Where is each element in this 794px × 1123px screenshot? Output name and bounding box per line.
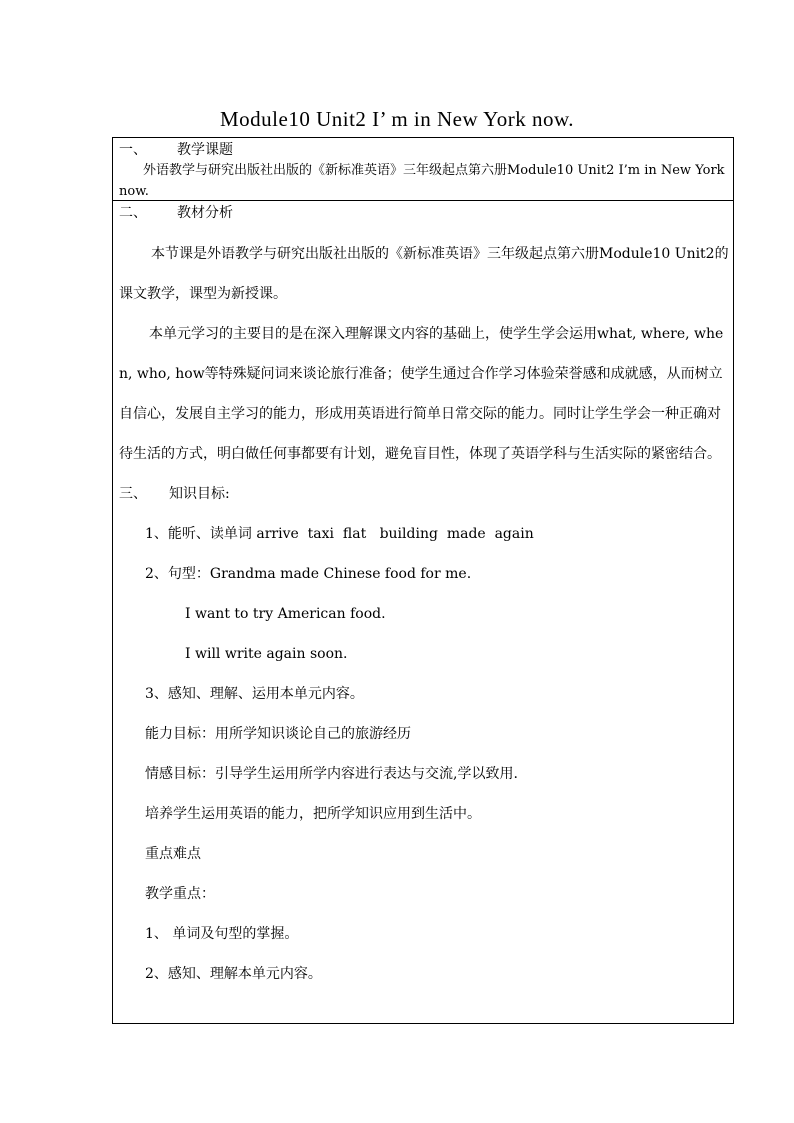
- objective-item-2: 2、句型：Grandma made Chinese food for me.: [145, 566, 472, 582]
- section-heading: 教材分析: [177, 205, 233, 221]
- section-header-analysis: [119, 203, 729, 223]
- objective-item-2-sentence-c: I will write again soon.: [185, 646, 348, 662]
- cultivate-objective: 培养学生运用英语的能力，把所学知识应用到生活中。: [145, 806, 481, 822]
- objective-item-2-sentence-b: I want to try American food.: [185, 606, 386, 622]
- objective-item-3: 3、感知、理解、运用本单元内容。: [145, 686, 364, 702]
- objective-item-1: 1、能听、读单词 arrive taxi flat building made again: [145, 526, 534, 542]
- table-row-topic: [113, 138, 733, 201]
- section-number: 三、: [119, 486, 147, 502]
- analysis-paragraph-2: 本单元学习的主要目的是在深入理解课文内容的基础上，使学生学会运用what, where, when, who, how等特殊疑问词来谈论旅行准备；使学生通过合作学习体验荣誉感和成就感，从而树立自信心，发展自主学习的能力，形成用英语进行简单日常交际的能力。同时让学生学会一种正确对待生活的方式，明白做任何事都要有计划，避免盲目性，体现了英语学科与生活实际的紧密结合。: [119, 326, 724, 462]
- section-heading: 知识目标:: [169, 486, 230, 502]
- key-points-heading: 重点难点: [145, 846, 201, 862]
- table-row-analysis: [113, 201, 733, 1023]
- section-header-objectives: [119, 474, 729, 514]
- lesson-table: [112, 137, 734, 1024]
- teaching-focus-heading: 教学重点：: [145, 886, 215, 902]
- ability-objective: 能力目标：用所学知识谈论自己的旅游经历: [145, 726, 411, 742]
- section-header-topic: [119, 140, 729, 160]
- document-title: Module10 Unit2 I’ m in New York now.: [220, 107, 574, 131]
- focus-item-2: 2、感知、理解本单元内容。: [145, 966, 322, 982]
- focus-item-1: 1、 单词及句型的掌握。: [145, 926, 299, 942]
- section-heading: 教学课题: [177, 142, 233, 158]
- analysis-paragraph-1: 本节课是外语教学与研究出版社出版的《新标准英语》三年级起点第六册Module10 Unit2的课文教学，课型为新授课。: [119, 246, 729, 302]
- emotion-objective: 情感目标：引导学生运用所学内容进行表达与交流,学以致用.: [145, 766, 518, 782]
- topic-text: 外语教学与研究出版社出版的《新标准英语》三年级起点第六册Module10 Unit2 I’m in New York now.: [119, 163, 725, 199]
- section-number: 一、: [119, 142, 147, 158]
- section-number: 二、: [119, 205, 147, 221]
